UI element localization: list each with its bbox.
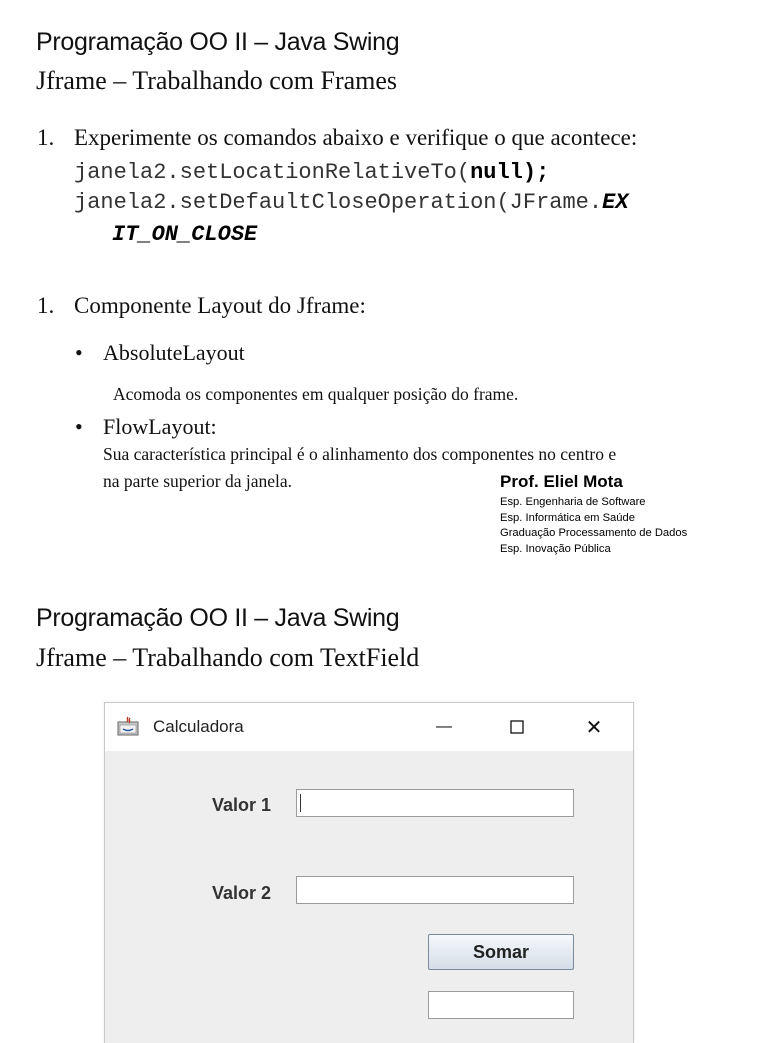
author-credential: Graduação Processamento de Dados <box>500 527 688 539</box>
author-name: Prof. Eliel Mota <box>500 472 623 491</box>
window-titlebar[interactable] <box>105 703 633 751</box>
bullet-description: Acomoda os componentes em qualquer posição do frame. <box>113 384 519 404</box>
code-line-3: IT_ON_CLOSE <box>112 222 258 247</box>
slide-subtitle: Jframe – Trabalhando com TextField <box>36 643 420 672</box>
minimize-button[interactable] <box>421 711 467 743</box>
valor2-input[interactable] <box>296 876 574 904</box>
valor2-label: Valor 2 <box>212 883 272 903</box>
java-app-icon <box>117 716 139 736</box>
close-button[interactable] <box>571 711 617 743</box>
author-block <box>500 472 687 557</box>
close-icon: ✕ <box>585 716 603 739</box>
code-line-1: janela2.setLocationRelativeTo(null); <box>74 160 550 185</box>
list-item-text: Componente Layout do Jframe: <box>74 293 366 318</box>
bullet-description: na parte superior da janela. <box>103 471 293 491</box>
list-number: 1. <box>37 125 55 150</box>
calculator-window <box>104 702 634 1043</box>
author-credential: Esp. Engenharia de Software <box>500 496 646 508</box>
slide-subtitle: Jframe – Trabalhando com Frames <box>36 66 398 95</box>
bullet-marker: • <box>75 340 83 365</box>
slide-title: Programação OO II – Java Swing <box>36 604 400 632</box>
window-title: Calculadora <box>153 717 244 736</box>
list-number: 1. <box>37 293 55 318</box>
list-item-text: Experimente os comandos abaixo e verifique o que acontece: <box>74 125 638 150</box>
author-credential: Esp. Informática em Saúde <box>500 511 635 524</box>
author-credential: Esp. Inovação Pública <box>500 542 611 555</box>
valor1-input[interactable] <box>296 789 574 817</box>
bullet-flowlayout: FlowLayout: <box>103 414 217 439</box>
somar-button[interactable]: Somar <box>428 934 574 970</box>
result-field[interactable] <box>428 991 574 1019</box>
valor1-label: Valor 1 <box>212 795 272 815</box>
minimize-icon: — <box>436 718 452 735</box>
slide-title: Programação OO II – Java Swing <box>36 28 400 56</box>
maximize-button[interactable] <box>494 711 540 743</box>
maximize-icon <box>510 720 524 734</box>
bullet-description: Sua característica principal é o alinhamento dos componentes no centro e <box>103 444 617 464</box>
bullet-absolutelayout: AbsoluteLayout <box>103 340 245 365</box>
code-line-2: janela2.setDefaultCloseOperation(JFrame.EX <box>74 190 629 215</box>
bullet-marker: • <box>75 414 83 439</box>
